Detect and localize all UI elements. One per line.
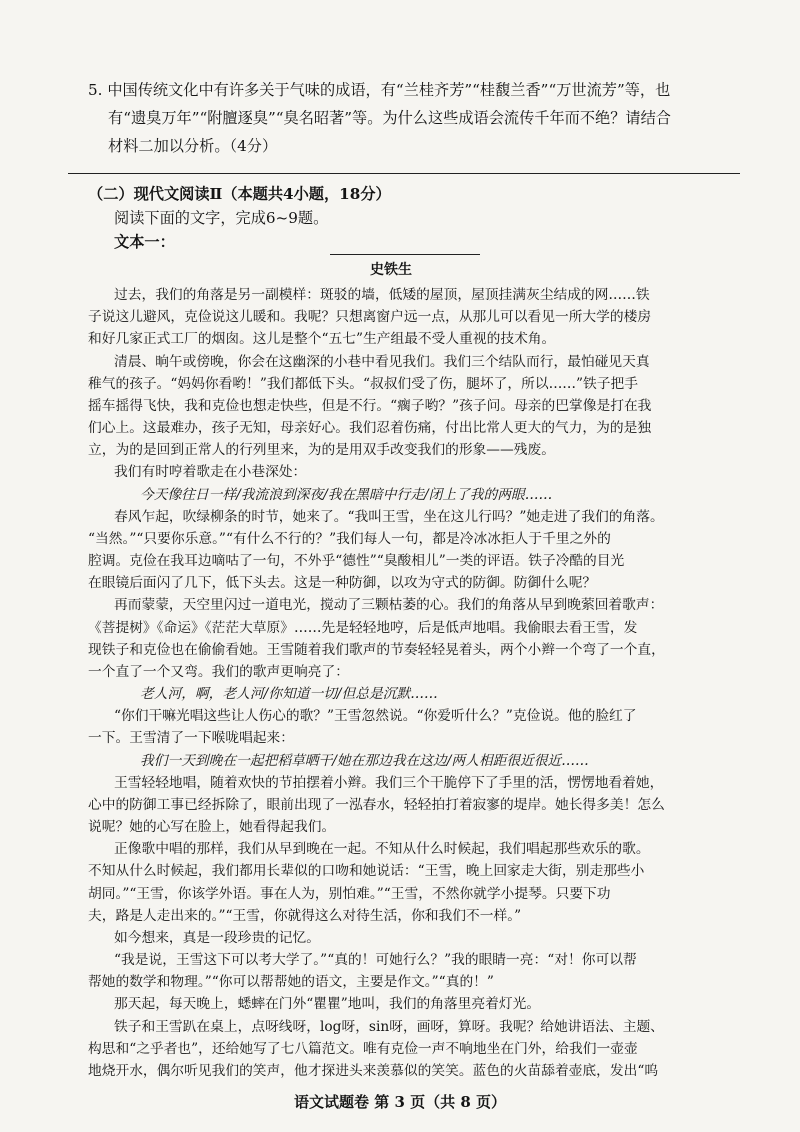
article-lyric: 老人河，啊，老人河/你知道一切/但总是沉默…… (140, 686, 438, 702)
title-rule (330, 254, 480, 255)
question5-line-2: 有“遗臭万年”“附膻逐臭”“臭名昭著”等。为什么这些成语会流传千年而不绝？请结合 (108, 109, 671, 127)
article-line: 《菩提树》《命运》《茫茫大草原》……先是轻轻地哼，后是低声地唱。我偷眼去看王雪，发 (88, 619, 638, 636)
article-line: 清晨、晌午或傍晚，你会在这幽深的小巷中看见我们。我们三个结队而行，最怕碰见天真 (114, 353, 650, 370)
article-line: 胡同。”“王雪，你该学外语。事在人为，别怕难。”“王雪，不然你就学小提琴。只要下功 (88, 885, 611, 902)
article-line: “你们干嘛光唱这些让人伤心的歌？”王雪忽然说。“你爱听什么？”克俭说。他的脸红了 (114, 708, 637, 725)
article-line: 不知从什么时候起，我们都用长辈似的口吻和她说话：“王雪，晚上回家走大街，别走那些小 (88, 863, 645, 880)
article-line: 在眼镜后面闪了几下，低下头去。这是一种防御，以攻为守式的防御。防御什么呢？ (88, 575, 597, 592)
article-line: 一下。王雪清了一下喉咙唱起来： (88, 730, 295, 747)
article-lyric: 今天像往日一样/我流浪到深夜/我在黑暗中行走/闭上了我的两眼…… (140, 486, 553, 503)
article-line: 王雪轻轻地唱，随着欢快的节拍摆着小辫。我们三个干脆停下了手里的活，愣愣地看着她， (114, 774, 664, 791)
section-heading: （二）现代文阅读Ⅱ（本题共4小题，18分） (88, 185, 391, 203)
article-author: 史铁生 (370, 262, 412, 278)
article-line: 那天起，每天晚上，蟋蟀在门外“瞿瞿”地叫，我们的角落里亮着灯光。 (114, 996, 541, 1013)
article-line: 说呢？她的心写在脸上，她看得起我们。 (88, 819, 336, 835)
article-line: 构思和“之乎者也”，还给她写了七八篇范文。唯有克俭一声不响地坐在门外，给我们一壶壶 (88, 1040, 638, 1057)
article-line: 子说这儿避风，克俭说这儿暖和。我呢？只想离窗户远一点，从那儿可以看见一所大学的楼房 (88, 309, 652, 326)
article-line: 地烧开水，偶尔听见我们的笑声，他才探进头来羡慕似的笑笑。蓝色的火苗舔着壶底，发出“呜 (88, 1062, 659, 1079)
article-line: “我是说，王雪这下可以考大学了。”“真的！可她行么？”我的眼睛一亮：“对！你可以帮 (114, 952, 637, 968)
article-line: 帮她的数学和物理。”“你可以帮帮她的语文，主要是作文。”“真的！” (88, 974, 494, 991)
article-line: 春风乍起，吹绿柳条的时节，她来了。“我叫王雪，坐在这儿行吗？”她走进了我们的角落。 (114, 508, 664, 525)
page-footer: 语文试题卷 第 3 页（共 8 页） (294, 1093, 506, 1111)
article-line: 摇车摇得飞快，我和克俭也想走快些，但是不行。“瘸子哟？”孩子问。母亲的巴掌像是打在我 (88, 397, 652, 414)
article-line: 如今想来，真是一段珍贵的记忆。 (114, 929, 321, 946)
article-line: 稚气的孩子。“妈妈你看哟！”我们都低下头。“叔叔们受了伤，腿坏了，所以……”铁子把手 (88, 375, 638, 392)
article-line: 们心上。这最难办，孩子无知，母亲好心。我们忍着伤痛，付出比常人更大的气力，为的是独 (88, 420, 652, 436)
section-instruction: 阅读下面的文字，完成6~9题。 (114, 209, 329, 227)
article-line: 和好几家正式工厂的烟囱。这儿是整个“五七”生产组最不受人重视的技术角。 (88, 331, 556, 348)
article-line: 铁子和王雪趴在桌上，点呀线呀，log呀，sin呀，画呀，算呀。我呢？给她讲语法、主题、 (114, 1018, 664, 1035)
article-line: 立，为的是回到正常人的行列里来，为的是用双手改变我们的形象——残废。 (88, 442, 555, 459)
question5-line-1: 5. 中国传统文化中有许多关于气味的成语，有“兰桂齐芳”“桂馥兰香”“万世流芳”等，也 (88, 81, 671, 99)
article-line: 再而蒙蒙，天空里闪过一道电光，搅动了三颗枯萎的心。我们的角落从早到晚萦回着歌声： (114, 597, 664, 614)
text-label: 文本一： (114, 233, 175, 251)
article-line: “当然。”“只要你乐意。”“有什么不行的？”我们每人一句，都是冷冰冰拒人于千里之外的 (88, 530, 611, 547)
article-line: 现铁子和克俭也在偷偷看她。王雪随着我们歌声的节奏轻轻晃着头，两个小辫一个弯了一个直， (88, 641, 665, 658)
article-line: 我们有时哼着歌走在小巷深处： (114, 464, 307, 481)
article-line: 心中的防御工事已经拆除了，眼前出现了一泓春水，轻轻拍打着寂寥的堤岸。她长得多美！怎么 (88, 796, 665, 813)
article-line: 夫，路是人走出来的。”“王雪，你就得这么对待生活，你和我们不一样。” (88, 907, 522, 924)
article-lyric: 我们一天到晚在一起把稻草晒干/她在那边我在这边/两人相距很近很近…… (140, 752, 589, 769)
article-line: 一个直了一个又弯。我们的歌声更响亮了： (88, 663, 349, 680)
question5-line-3: 材料二加以分析。（4分） (108, 137, 278, 155)
article-line: 腔调。克俭在我耳边嘀咕了一句，不外乎“德性”“臭酸相儿”一类的评语。铁子冷酷的目光 (88, 553, 625, 569)
article-line: 正像歌中唱的那样，我们从早到晚在一起。不知从什么时候起，我们唱起那些欢乐的歌。 (114, 841, 650, 858)
article-line: 过去，我们的角落是另一副模样：斑驳的墙，低矮的屋顶，屋顶挂满灰尘结成的网……铁 (114, 287, 650, 303)
section-divider (68, 173, 740, 174)
